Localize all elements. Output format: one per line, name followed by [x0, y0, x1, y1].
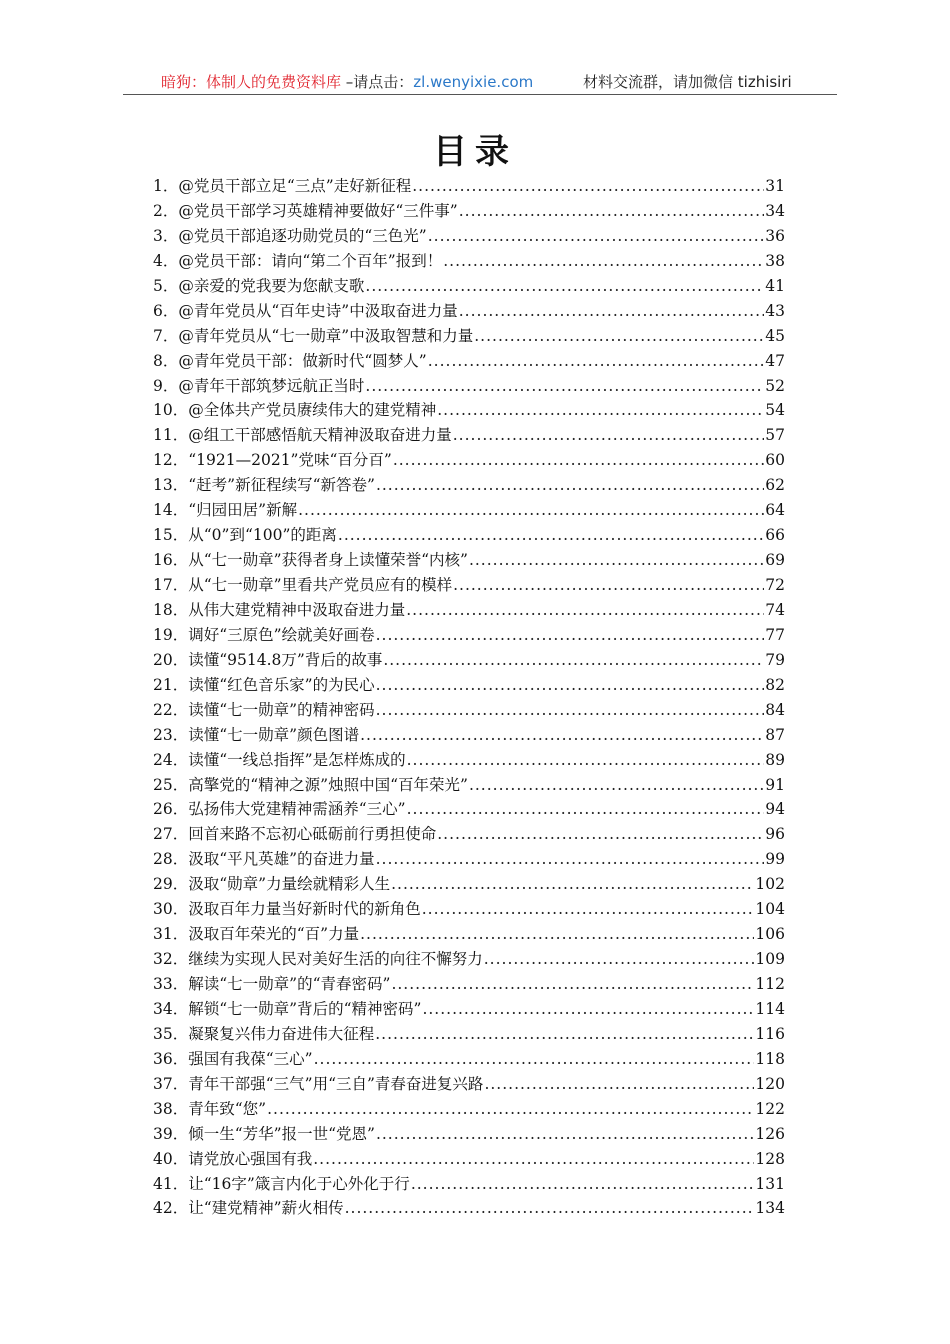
toc-entry-title: @党员干部立足“三点”走好新征程 — [178, 177, 412, 195]
toc-entry-page-number: 112 — [755, 975, 785, 993]
toc-entry[interactable] — [153, 573, 785, 598]
toc-entry[interactable] — [153, 723, 785, 748]
toc-entry-number: 22． — [153, 700, 189, 719]
toc-dot-leader — [376, 698, 765, 723]
toc-dot-leader — [360, 922, 754, 947]
toc-entry[interactable] — [153, 199, 785, 224]
toc-entry-number: 20． — [153, 650, 189, 669]
toc-entry[interactable] — [153, 349, 785, 374]
toc-dot-leader — [453, 573, 764, 598]
toc-entry-number: 14． — [153, 501, 189, 520]
toc-entry-title: 高擎党的“精神之源”烛照中国“百年荣光” — [188, 775, 468, 794]
toc-entry-page-number: 54 — [765, 401, 785, 420]
toc-entry[interactable] — [153, 398, 785, 423]
toc-dot-leader — [411, 1172, 755, 1197]
toc-entry[interactable] — [153, 847, 785, 872]
toc-entry-title: 从“0”到“100”的距离 — [188, 526, 337, 545]
toc-entry[interactable] — [153, 448, 785, 473]
toc-dot-leader — [376, 673, 765, 698]
toc-entry-title: 读懂“9514.8万”背后的故事 — [188, 650, 383, 669]
toc-entry-title: 读懂“七一勋章”颜色图谱 — [188, 725, 360, 744]
toc-entry-number: 6． — [153, 301, 179, 320]
toc-entry[interactable] — [153, 1147, 785, 1172]
toc-entry-page-number: 114 — [755, 999, 785, 1018]
toc-dot-leader — [345, 1196, 755, 1221]
toc-dot-leader — [376, 1122, 754, 1147]
toc-entry-number: 7． — [153, 326, 179, 345]
toc-entry-title: 继续为实现人民对美好生活的向往不懈努力 — [188, 950, 483, 969]
toc-dot-leader — [407, 748, 765, 773]
toc-entry-page-number: 128 — [755, 1149, 785, 1168]
toc-entry-title: 从“七一勋章”里看共产党员应有的模样 — [188, 576, 453, 594]
toc-entry[interactable] — [153, 673, 785, 698]
toc-entry-number: 32． — [153, 950, 189, 969]
toc-entry[interactable] — [153, 1072, 785, 1097]
toc-dot-leader — [376, 623, 765, 648]
toc-dot-leader — [365, 274, 764, 299]
toc-dot-leader — [428, 349, 765, 374]
header-site-name: 暗狗：体制人的免费资料库 — [161, 73, 342, 91]
toc-dot-leader — [422, 997, 754, 1022]
toc-entry-page-number: 52 — [765, 376, 785, 395]
toc-entry-number: 39． — [153, 1124, 189, 1143]
toc-entry[interactable] — [153, 822, 785, 847]
toc-entry-page-number: 66 — [765, 526, 785, 545]
toc-entry-title: 让“16字”箴言内化于心外化于行 — [188, 1174, 410, 1193]
toc-dot-leader — [393, 448, 764, 473]
toc-entry-page-number: 131 — [755, 1174, 785, 1193]
toc-dot-leader — [314, 1047, 755, 1072]
toc-entry[interactable] — [153, 548, 785, 573]
toc-entry-number: 34． — [153, 999, 189, 1018]
toc-entry-title: “1921—2021”党味“百分百” — [188, 451, 392, 470]
toc-entry-page-number: 77 — [765, 625, 785, 644]
toc-entry-title: 汲取“平凡英雄”的奋进力量 — [188, 850, 375, 869]
toc-entry[interactable] — [153, 797, 785, 822]
toc-dot-leader — [365, 374, 764, 399]
toc-entry-title: 读懂“一线总指挥”是怎样炼成的 — [188, 750, 406, 769]
toc-entry[interactable] — [153, 1047, 785, 1072]
toc-entry-title: 回首来路不忘初心砥砺前行勇担使命 — [188, 825, 437, 844]
page-title: 目录 — [433, 132, 517, 172]
toc-entry-number: 28． — [153, 850, 189, 869]
toc-entry-title: @党员干部追逐功勋党员的“三色光” — [178, 226, 427, 245]
toc-entry-page-number: 122 — [755, 1099, 785, 1118]
toc-entry[interactable] — [153, 374, 785, 399]
toc-entry-title: 读懂“红色音乐家”的为民心 — [188, 675, 375, 694]
toc-entry-number: 35． — [153, 1024, 189, 1043]
toc-dot-leader — [407, 797, 765, 822]
header-wechat-note: 材料交流群，请加微信 tizhisiri — [583, 73, 792, 91]
toc-entry-page-number: 45 — [765, 326, 785, 345]
toc-entry[interactable] — [153, 1122, 785, 1147]
toc-entry-page-number: 82 — [765, 675, 785, 694]
toc-entry-page-number: 109 — [755, 950, 785, 969]
toc-entry-number: 25． — [153, 775, 189, 794]
toc-entry-page-number: 36 — [765, 226, 785, 245]
toc-entry[interactable] — [153, 648, 785, 673]
toc-entry-title: 从“七一勋章”获得者身上读懂荣誉“内核” — [188, 551, 468, 570]
toc-dot-leader — [376, 473, 764, 498]
toc-dot-leader — [338, 523, 764, 548]
toc-entry-number: 31． — [153, 925, 189, 944]
header-ad-line[interactable] — [161, 71, 533, 92]
toc-entry-page-number: 69 — [765, 551, 785, 570]
toc-dot-leader — [484, 1072, 754, 1097]
header-click-prompt: –请点击： — [341, 73, 414, 91]
toc-dot-leader — [267, 1097, 754, 1122]
toc-entry-number: 27． — [153, 825, 189, 844]
toc-entry-number: 3． — [153, 226, 179, 245]
toc-entry-title: 从伟大建党精神中汲取奋进力量 — [188, 600, 406, 619]
toc-entry[interactable] — [153, 1097, 785, 1122]
toc-entry-number: 11． — [153, 426, 189, 445]
toc-dot-leader — [391, 972, 754, 997]
toc-dot-leader — [443, 249, 764, 274]
toc-entry-title: 强国有我葆“三心” — [188, 1049, 313, 1068]
toc-entry-number: 1． — [153, 177, 179, 195]
toc-entry-page-number: 31 — [765, 177, 785, 195]
toc-entry-page-number: 94 — [765, 800, 785, 819]
toc-entry-page-number: 91 — [765, 775, 785, 794]
toc-entry-number: 9． — [153, 376, 179, 395]
toc-entry-page-number: 106 — [755, 925, 785, 944]
toc-entry[interactable] — [153, 623, 785, 648]
toc-entry-number: 8． — [153, 351, 179, 370]
toc-entry-page-number: 89 — [765, 750, 785, 769]
toc-entry[interactable] — [153, 473, 785, 498]
toc-entry-title: @青年党员干部：做新时代“圆梦人” — [178, 351, 427, 370]
toc-entry-title: 汲取百年荣光的“百”力量 — [188, 925, 360, 944]
toc-entry-number: 18． — [153, 600, 189, 619]
toc-entry-page-number: 41 — [765, 276, 785, 295]
toc-entry[interactable] — [153, 598, 785, 623]
toc-entry-page-number: 104 — [755, 900, 785, 919]
toc-entry-number: 42． — [153, 1199, 189, 1218]
toc-entry[interactable] — [153, 498, 785, 523]
toc-entry-page-number: 99 — [765, 850, 785, 869]
toc-entry-page-number: 134 — [755, 1199, 785, 1218]
toc-entry-number: 36． — [153, 1049, 189, 1068]
toc-entry-page-number: 60 — [765, 451, 785, 470]
toc-dot-leader — [437, 398, 764, 423]
toc-dot-leader — [406, 598, 764, 623]
toc-entry-page-number: 118 — [755, 1049, 785, 1068]
toc-entry-page-number: 126 — [755, 1124, 785, 1143]
toc-entry-title: 弘扬伟大党建精神需涵养“三心” — [188, 800, 406, 819]
toc-entry[interactable] — [153, 1172, 785, 1197]
toc-entry[interactable] — [153, 1022, 785, 1047]
toc-entry[interactable] — [153, 997, 785, 1022]
toc-entry[interactable] — [153, 698, 785, 723]
toc-dot-leader — [484, 947, 755, 972]
toc-entry-page-number: 47 — [765, 351, 785, 370]
toc-entry-title: 请党放心强国有我 — [188, 1149, 313, 1168]
toc-entry-number: 37． — [153, 1074, 189, 1093]
toc-entry-number: 19． — [153, 625, 189, 644]
toc-entry[interactable] — [153, 224, 785, 249]
toc-entry-title: @青年干部筑梦远航正当时 — [178, 376, 365, 395]
toc-entry[interactable] — [153, 423, 785, 448]
toc-entry[interactable] — [153, 972, 785, 997]
toc-entry-title: @青年党员从“百年史诗”中汲取奋进力量 — [178, 301, 458, 320]
toc-dot-leader — [412, 174, 764, 199]
toc-entry-page-number: 64 — [765, 501, 785, 520]
toc-dot-leader — [469, 773, 764, 798]
toc-entry-title: 青年干部强“三气”用“三自”青春奋进复兴路 — [188, 1074, 484, 1093]
toc-entry-title: @青年党员从“七一勋章”中汲取智慧和力量 — [178, 326, 474, 345]
toc-entry-page-number: 38 — [765, 251, 785, 270]
toc-entry-title: 青年致“您” — [188, 1099, 267, 1118]
toc-dot-leader — [313, 1147, 754, 1172]
toc-dot-leader — [360, 723, 764, 748]
toc-entry-title: @组工干部感悟航天精神汲取奋进力量 — [188, 426, 452, 445]
toc-entry[interactable] — [153, 773, 785, 798]
toc-entry-page-number: 102 — [755, 875, 785, 894]
toc-entry-number: 13． — [153, 476, 189, 495]
toc-dot-leader — [437, 822, 764, 847]
toc-dot-leader — [469, 548, 764, 573]
toc-entry[interactable] — [153, 922, 785, 947]
toc-entry[interactable] — [153, 274, 785, 299]
toc-entry-number: 29． — [153, 875, 189, 894]
toc-entry[interactable] — [153, 748, 785, 773]
toc-entry[interactable] — [153, 174, 785, 199]
toc-entry-page-number: 62 — [765, 476, 785, 495]
toc-entry-number: 12． — [153, 451, 189, 470]
toc-entry-page-number: 79 — [765, 650, 785, 669]
toc-entry-number: 24． — [153, 750, 189, 769]
toc-entry-number: 38． — [153, 1099, 189, 1118]
toc-entry[interactable] — [153, 523, 785, 548]
toc-entry-title: “赶考”新征程续写“新答卷” — [188, 476, 375, 495]
toc-dot-leader — [391, 872, 754, 897]
toc-entry-page-number: 43 — [765, 301, 785, 320]
page-header — [123, 70, 837, 95]
toc-entry-number: 2． — [153, 201, 179, 220]
toc-entry-number: 41． — [153, 1174, 189, 1193]
toc-dot-leader — [376, 847, 765, 872]
toc-entry[interactable] — [153, 299, 785, 324]
toc-entry-title: 让“建党精神”薪火相传 — [188, 1199, 344, 1218]
toc-entry[interactable] — [153, 872, 785, 897]
toc-dot-leader — [453, 423, 765, 448]
toc-entry-number: 33． — [153, 975, 189, 993]
toc-entry-number: 4． — [153, 251, 179, 270]
toc-entry-page-number: 84 — [765, 700, 785, 719]
toc-entry-page-number: 96 — [765, 825, 785, 844]
toc-entry-title: @党员干部学习英雄精神要做好“三件事” — [178, 201, 458, 220]
toc-entry-number: 15． — [153, 526, 189, 545]
toc-entry-title: @全体共产党员赓续伟大的建党精神 — [188, 401, 437, 420]
toc-entry[interactable] — [153, 947, 785, 972]
toc-entry-number: 30． — [153, 900, 189, 919]
toc-entry-page-number: 34 — [765, 201, 785, 220]
toc-entry-title: 汲取“勋章”力量绘就精彩人生 — [188, 875, 391, 894]
toc-entry-title: 调好“三原色”绘就美好画卷 — [188, 625, 375, 644]
toc-entry[interactable] — [153, 897, 785, 922]
toc-dot-leader — [383, 648, 764, 673]
toc-entry-title: 读懂“七一勋章”的精神密码 — [188, 700, 375, 719]
toc-entry-title: 汲取百年力量当好新时代的新角色 — [188, 900, 421, 919]
toc-entry-page-number: 72 — [765, 576, 785, 594]
toc-entry-title: 解读“七一勋章”的“青春密码” — [188, 975, 391, 993]
toc-entry-page-number: 116 — [755, 1024, 785, 1043]
toc-entry-number: 23． — [153, 725, 189, 744]
toc-entry-number: 26． — [153, 800, 189, 819]
toc-dot-leader — [474, 324, 764, 349]
toc-entry[interactable] — [153, 1196, 785, 1221]
toc-entry-number: 5． — [153, 276, 179, 295]
toc-entry-page-number: 57 — [765, 426, 785, 445]
toc-entry-page-number: 87 — [765, 725, 785, 744]
toc-entry-number: 17． — [153, 576, 189, 594]
header-url-link[interactable]: zl.wenyixie.com — [413, 73, 534, 91]
toc-entry[interactable] — [153, 324, 785, 349]
toc-entry-page-number: 74 — [765, 600, 785, 619]
table-of-contents — [153, 174, 785, 1221]
toc-entry-title: “归园田居”新解 — [188, 501, 298, 520]
toc-dot-leader — [375, 1022, 754, 1047]
toc-entry-number: 16． — [153, 551, 189, 570]
toc-dot-leader — [422, 897, 755, 922]
toc-entry[interactable] — [153, 249, 785, 274]
toc-entry-title: @党员干部：请向“第二个百年”报到！ — [178, 251, 443, 270]
toc-dot-leader — [459, 299, 765, 324]
toc-dot-leader — [298, 498, 764, 523]
toc-dot-leader — [428, 224, 765, 249]
toc-entry-title: 凝聚复兴伟力奋进伟大征程 — [188, 1024, 375, 1043]
toc-entry-number: 40． — [153, 1149, 189, 1168]
toc-entry-number: 10． — [153, 401, 189, 420]
toc-entry-page-number: 120 — [755, 1074, 785, 1093]
toc-entry-title: 解锁“七一勋章”背后的“精神密码” — [188, 999, 422, 1018]
toc-entry-title: 倾一生“芳华”报一世“党恩” — [188, 1124, 375, 1143]
toc-entry-title: @亲爱的党我要为您献支歌 — [178, 276, 365, 295]
toc-dot-leader — [459, 199, 765, 224]
toc-entry-number: 21． — [153, 675, 189, 694]
